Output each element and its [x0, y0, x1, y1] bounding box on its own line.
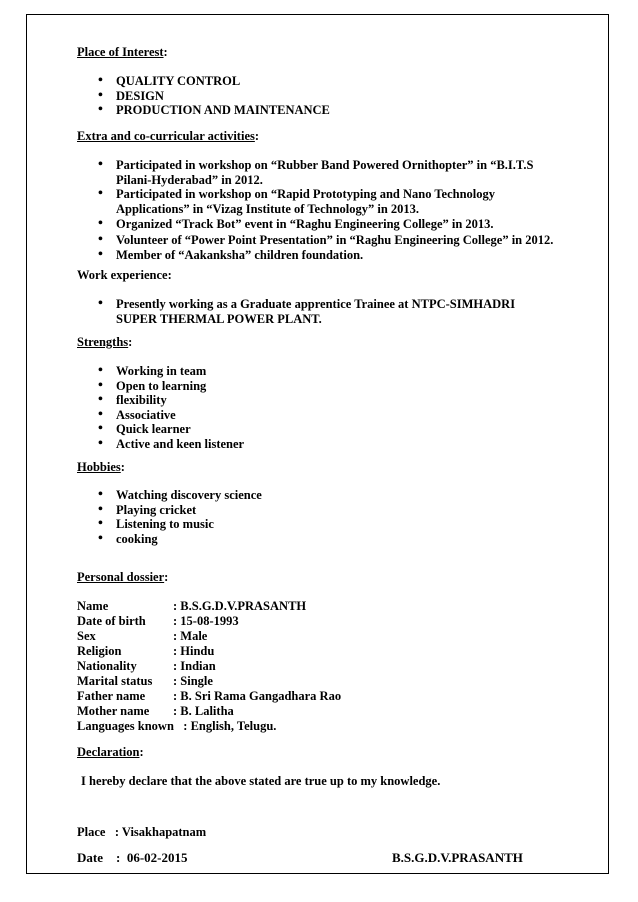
list-item: • Associative	[98, 408, 244, 423]
list-item: • Listening to music	[98, 517, 262, 532]
dossier-row: Nationality : Indian	[77, 659, 216, 673]
strengths-list	[98, 364, 244, 451]
list-item: • Playing cricket	[98, 503, 262, 518]
dossier-row: Name : B.S.G.D.V.PRASANTH	[77, 599, 307, 613]
place: Place : Visakhapatnam	[77, 825, 207, 839]
list-item: • Working in team	[98, 364, 244, 379]
dossier-row: Religion : Hindu	[77, 644, 215, 658]
list-item: • Presently working as a Graduate apprentice Trainee at NTPC-SIMHADRI SUPER THERMAL POWER PLANT.	[98, 297, 538, 326]
list-item: • Organized “Track Bot” event in “Raghu Engineering College” in 2013.	[98, 217, 553, 232]
list-item: • cooking	[98, 532, 262, 547]
list-item: • Watching discovery science	[98, 488, 262, 503]
declaration-text: I hereby declare that the above stated are true up to my knowledge.	[81, 774, 441, 788]
list-item: • QUALITY CONTROL	[98, 74, 330, 89]
interest-list	[98, 74, 330, 118]
list-item: • Participated in workshop on “Rubber Band Powered Ornithopter” in “B.I.T.S Pilani-Hyderabad” in 2012.	[98, 158, 553, 187]
hobbies-list	[98, 488, 262, 546]
dossier-row: Father name : B. Sri Rama Gangadhara Rao	[77, 689, 342, 703]
list-item: • DESIGN	[98, 89, 330, 104]
work-list	[98, 297, 538, 326]
extra-heading: Extra and co-curricular activities:	[77, 129, 260, 143]
date: Date : 06-02-2015	[77, 850, 188, 865]
work-heading: Work experience:	[77, 268, 172, 282]
signature: B.S.G.D.V.PRASANTH	[392, 850, 523, 865]
list-item: • Participated in workshop on “Rapid Prototyping and Nano Technology Applications” in “Vizag Institute of Technology” in 2013.	[98, 187, 553, 216]
declaration-heading: Declaration:	[77, 745, 144, 759]
dossier-row: Mother name : B. Lalitha	[77, 704, 234, 718]
list-item: • Open to learning	[98, 379, 244, 394]
list-item: • PRODUCTION AND MAINTENANCE	[98, 103, 330, 118]
list-item: • Quick learner	[98, 422, 244, 437]
list-item: • Member of “Aakanksha” children foundation.	[98, 248, 553, 263]
strengths-heading: Strengths:	[77, 335, 133, 349]
list-item: • Active and keen listener	[98, 437, 244, 452]
dossier-row: Date of birth : 15-08-1993	[77, 614, 239, 628]
dossier-heading: Personal dossier:	[77, 570, 169, 584]
dossier-row: Sex : Male	[77, 629, 208, 643]
languages-known: Languages known : English, Telugu.	[77, 719, 277, 733]
dossier-row: Marital status : Single	[77, 674, 213, 688]
list-item: • Volunteer of “Power Point Presentation” in “Raghu Engineering College” in 2012.	[98, 233, 553, 248]
hobbies-heading: Hobbies:	[77, 460, 125, 474]
interest-heading: Place of Interest:	[77, 45, 168, 59]
list-item: • flexibility	[98, 393, 244, 408]
extra-list	[98, 158, 553, 263]
